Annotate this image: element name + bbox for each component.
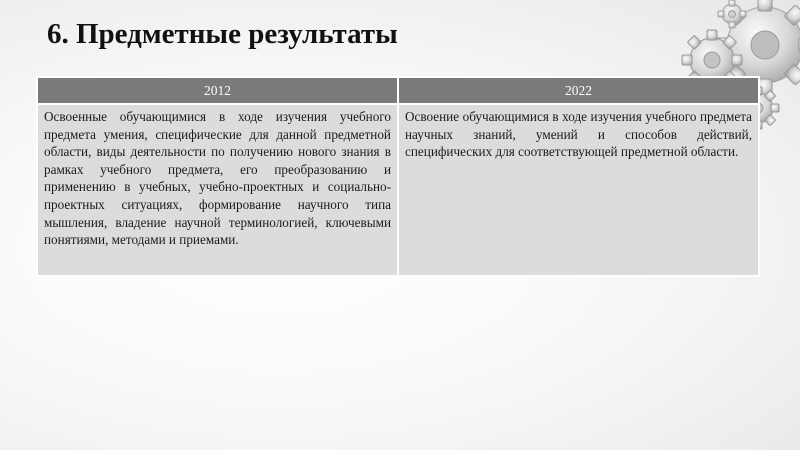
column-header-2022: 2022 (398, 77, 759, 104)
column-header-2012: 2012 (37, 77, 398, 104)
table-row (37, 104, 759, 276)
cell-2022-description: Освоение обучающимися в ходе изучения учебного предмета научных знаний, умений и способов действий, специфических для соответствующей предметной области. (398, 104, 759, 276)
cell-2012-description: Освоенные обучающимися в ходе изучения учебного предмета умения, специфические для данной предметной области, виды деятельности по получению нового знания в рамках учебного предмета, его преобразованию и применению в учебных, учебно-проектных и социально-проектных ситуациях, формирование научного типа мышления, владение научной терминологией, ключевыми понятиями, методами и приемами. (37, 104, 398, 276)
table-header-row (37, 77, 759, 104)
results-table (36, 76, 760, 277)
slide-title: 6. Предметные результаты (47, 18, 398, 50)
